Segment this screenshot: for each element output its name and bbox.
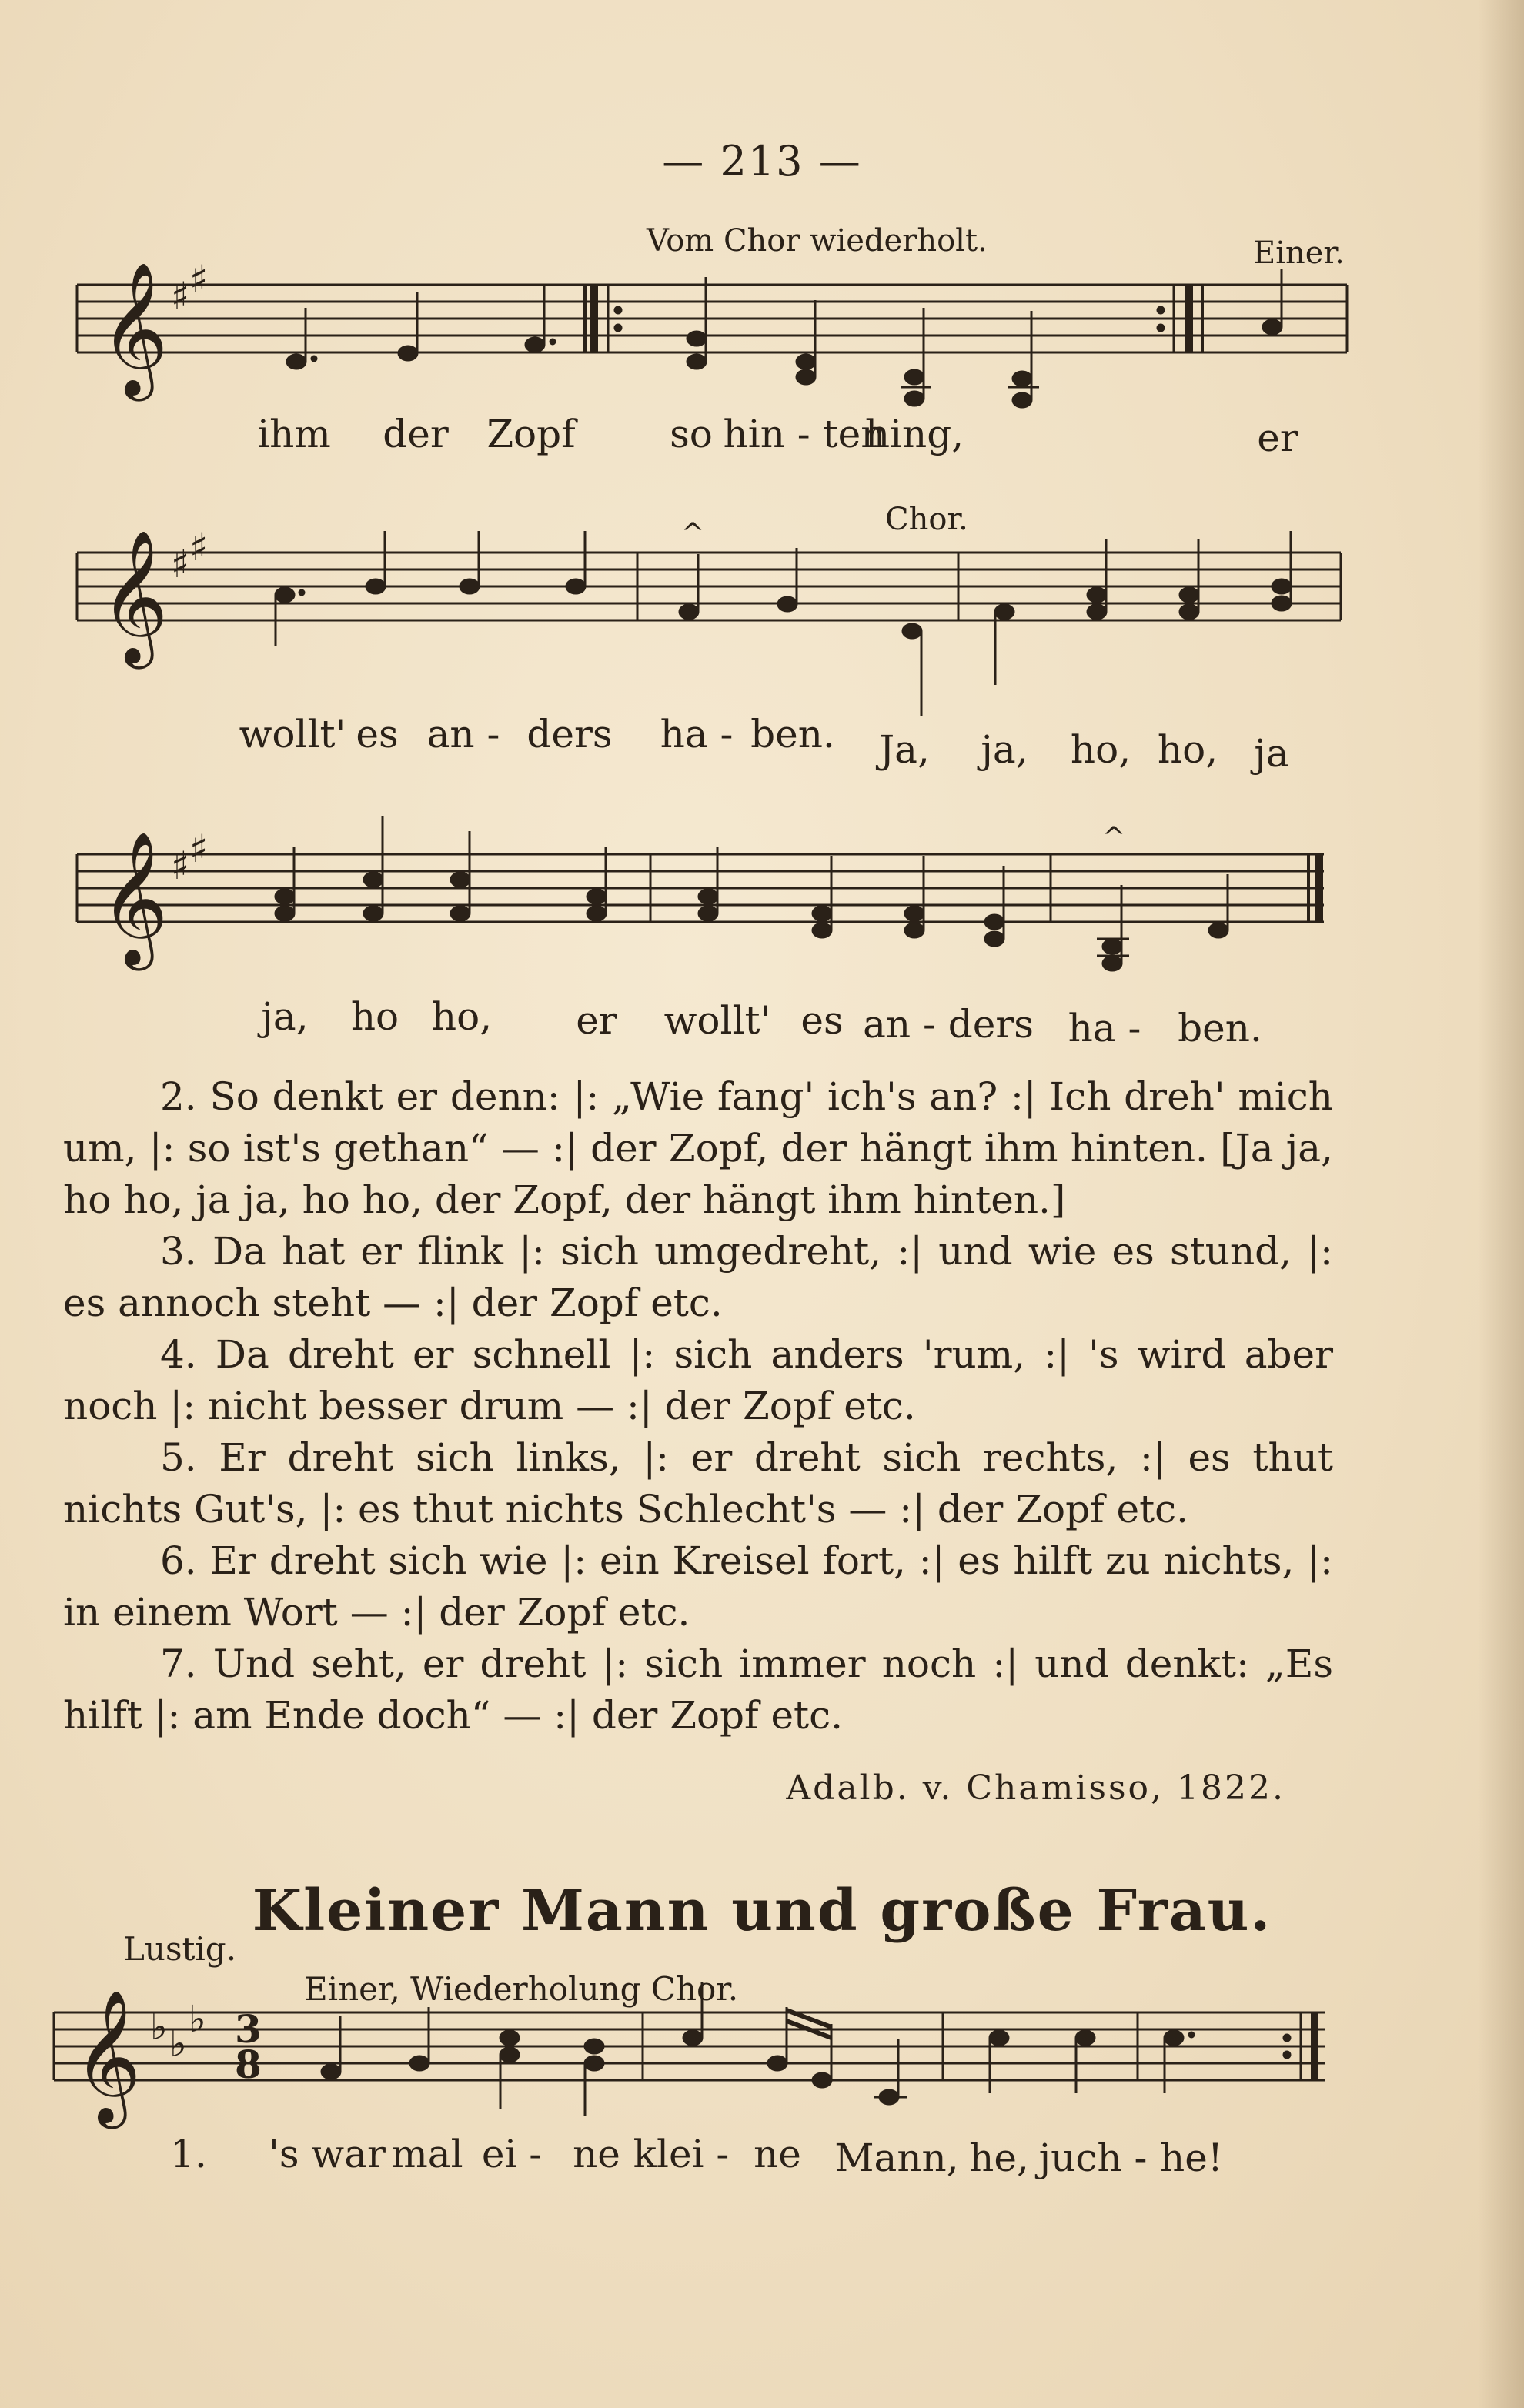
sharp-icon: ♯ xyxy=(171,274,190,319)
direction-chorus: Chor. xyxy=(885,502,968,537)
song-title: Kleiner Mann und große Frau. xyxy=(252,1878,1272,1944)
lyric-syllable: ders xyxy=(526,712,613,756)
lyric-syllable: juch - xyxy=(1038,2136,1148,2180)
lyric-syllable: he! xyxy=(1160,2136,1223,2180)
sharp-icon: ♯ xyxy=(189,525,209,569)
direction-solo: Einer. xyxy=(1253,235,1345,271)
lyric-syllable: ho, xyxy=(1157,727,1218,772)
lyric-syllable: er xyxy=(1257,416,1298,460)
sharp-icon: ♯ xyxy=(189,257,209,302)
lyric-syllable: ha - xyxy=(660,712,734,756)
notes-chorus-1 xyxy=(687,277,1039,408)
sharp-icon: ♯ xyxy=(171,843,190,888)
attribution: Adalb. v. Chamisso, 1822. xyxy=(786,1768,1285,1808)
lyric-syllable: klei - xyxy=(633,2132,730,2176)
lyric-syllable: Ja, xyxy=(879,727,930,772)
page-number: — 213 — xyxy=(662,137,862,185)
staff-system-3 xyxy=(77,816,1324,971)
lyric-syllable: so xyxy=(670,412,713,456)
lyric-syllable: es xyxy=(800,998,844,1043)
lyric-syllable: ei - xyxy=(481,2132,543,2176)
notes-system-1 xyxy=(286,285,556,369)
lyric-syllable: ho xyxy=(350,994,399,1039)
verse-7: 7. Und seht, er dreht |: sich immer noch :| und denkt: „Es hilft |: am Ende doch“ — :| der Zopf etc. xyxy=(63,1642,1333,1738)
verse-4: 4. Da dreht er schnell |: sich anders 'rum, :| 's wird aber noch |: nicht besser drum — :| der Zopf etc. xyxy=(63,1332,1333,1428)
lyric-syllable: er xyxy=(576,998,617,1043)
lyric-syllable: an - ders xyxy=(863,1002,1034,1047)
lyric-syllable: an - xyxy=(426,712,500,756)
lyric-syllable: mal xyxy=(391,2132,463,2176)
lyric-syllable: hing, xyxy=(864,412,964,456)
time-signature-top: 3 xyxy=(235,2006,262,2052)
flat-icon: ♭ xyxy=(150,2006,168,2049)
lyric-syllable: ho, xyxy=(431,994,493,1039)
lyric-syllable: ho, xyxy=(1070,727,1131,772)
verse-block xyxy=(63,1071,1333,1742)
verse-2: 2. So denkt er denn: |: „Wie fang' ich's an? :| Ich dreh' mich um, |: so ist's gethan“ — :| der Zopf, der hängt ihm hinten. [Ja ja, ho ho, ja ja, ho ho, der Zopf, der hängt ihm hinten.] xyxy=(63,1074,1333,1222)
tempo-marking: Lustig. xyxy=(123,1930,237,1968)
direction-solo-chorus: Einer, Wiederholung Chor. xyxy=(304,1970,739,2008)
verse-6: 6. Er dreht sich wie |: ein Kreisel fort, :| es hilft zu nichts, |: in einem Wort — :| der Zopf etc. xyxy=(63,1538,1333,1635)
sharp-icon: ♯ xyxy=(189,827,209,871)
verse-number: 1. xyxy=(170,2132,207,2176)
lyric-syllable: Zopf xyxy=(486,412,576,456)
lyric-syllable: wollt' xyxy=(663,998,771,1043)
lyric-syllable: wollt' xyxy=(239,712,346,756)
accent-icon: ^ xyxy=(681,518,705,549)
lyric-syllable: 's war xyxy=(269,2132,386,2176)
lyric-syllable: ja, xyxy=(261,994,309,1039)
lyric-syllable: ben. xyxy=(1178,1006,1262,1050)
lyric-syllable: he, xyxy=(969,2136,1029,2180)
lyric-syllable: ne xyxy=(573,2132,620,2176)
lyric-syllable: ben. xyxy=(750,712,835,756)
lyric-syllable: ja, xyxy=(981,727,1028,772)
treble-clef-icon: 𝄞 xyxy=(73,1989,142,2123)
lyric-syllable: ne xyxy=(754,2132,801,2176)
treble-clef-icon: 𝄞 xyxy=(100,529,169,663)
lyric-syllable: Mann, xyxy=(834,2136,959,2180)
lyric-syllable: hin - ten xyxy=(723,412,886,456)
staff-system-1 xyxy=(77,257,1347,408)
sharp-icon: ♯ xyxy=(171,542,190,586)
lyric-syllable: der xyxy=(383,412,449,456)
treble-clef-icon: 𝄞 xyxy=(100,262,169,396)
lyric-syllable: ihm xyxy=(257,412,331,456)
verse-3: 3. Da hat er flink |: sich umgedreht, :| und wie es stund, |: es annoch steht — :| der Zopf etc. xyxy=(63,1229,1333,1325)
verse-5: 5. Er dreht sich links, |: er dreht sich rechts, :| es thut nichts Gut's, |: es thut nichts Schlecht's — :| der Zopf etc. xyxy=(63,1435,1333,1531)
treble-clef-icon: 𝄞 xyxy=(100,831,169,965)
time-signature-bottom: 8 xyxy=(235,2042,262,2087)
staff-system-2 xyxy=(77,518,1341,716)
accent-icon: ^ xyxy=(1102,822,1126,853)
flat-icon: ♭ xyxy=(189,1998,206,2041)
lyric-syllable: ha - xyxy=(1068,1006,1141,1050)
direction-chorus-repeat: Vom Chor wiederholt. xyxy=(647,223,988,259)
lyric-syllable: es xyxy=(356,712,399,756)
notes-system-2 xyxy=(275,531,586,646)
flat-icon: ♭ xyxy=(169,2022,187,2066)
lyric-syllable: ja xyxy=(1254,731,1289,776)
